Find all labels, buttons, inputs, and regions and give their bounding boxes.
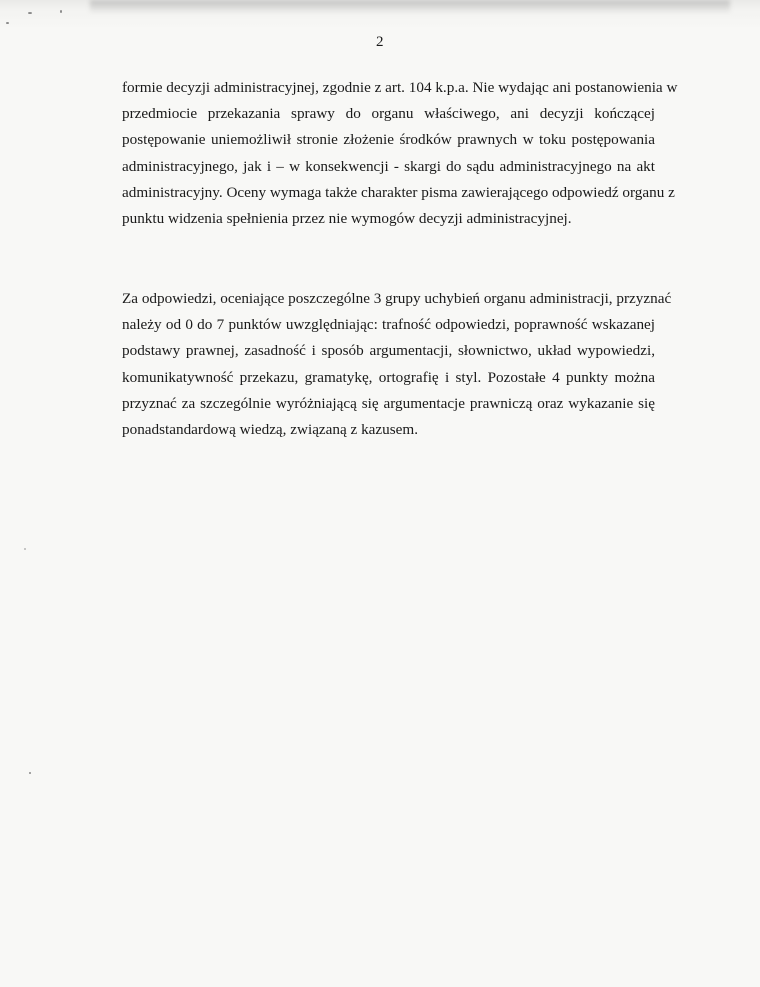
text-line: podstawy prawnej, zasadność i sposób argumentacji, słownictwo, układ wypowiedzi, [122, 342, 655, 360]
text-line: ponadstandardową wiedzą, związaną z kazusem. [122, 421, 419, 439]
scan-speck [29, 772, 31, 774]
scan-speck [60, 10, 62, 13]
text-line: Za odpowiedzi, oceniające poszczególne 3 grupy uchybień organu administracji, przyznać [122, 290, 672, 307]
scan-shadow [90, 0, 730, 14]
paragraph-scoring-rules [122, 286, 672, 443]
paragraph-decision-form [122, 75, 678, 232]
text-line: formie decyzji administracyjnej, zgodnie z art. 104 k.p.a. Nie wydając ani postanowienia w [122, 79, 678, 96]
text-line: komunikatywność przekazu, gramatykę, ortografię i styl. Pozostałe 4 punkty można [122, 368, 655, 386]
scan-speck [6, 22, 9, 24]
text-line: należy od 0 do 7 punktów uwzględniając: trafność odpowiedzi, poprawność wskazanej [122, 316, 655, 334]
text-line: przyznać za szczególnie wyróżniającą się argumentacje prawniczą oraz wykazanie się [122, 394, 655, 412]
text-line: administracyjny. Oceny wymaga także charakter pisma zawierającego odpowiedź organu z [122, 183, 675, 201]
page-number: 2 [376, 34, 384, 50]
scan-speck [24, 548, 26, 550]
text-line: przedmiocie przekazania sprawy do organu właściwego, ani decyzji kończącej [122, 105, 655, 123]
scan-speck [28, 12, 32, 14]
text-line: punktu widzenia spełnienia przez nie wymogów decyzji administracyjnej. [122, 210, 572, 228]
text-line: postępowanie uniemożliwił stronie złożenie środków prawnych w toku postępowania [122, 131, 655, 149]
text-line: administracyjnego, jak i – w konsekwencji - skargi do sądu administracyjnego na akt [122, 157, 655, 175]
